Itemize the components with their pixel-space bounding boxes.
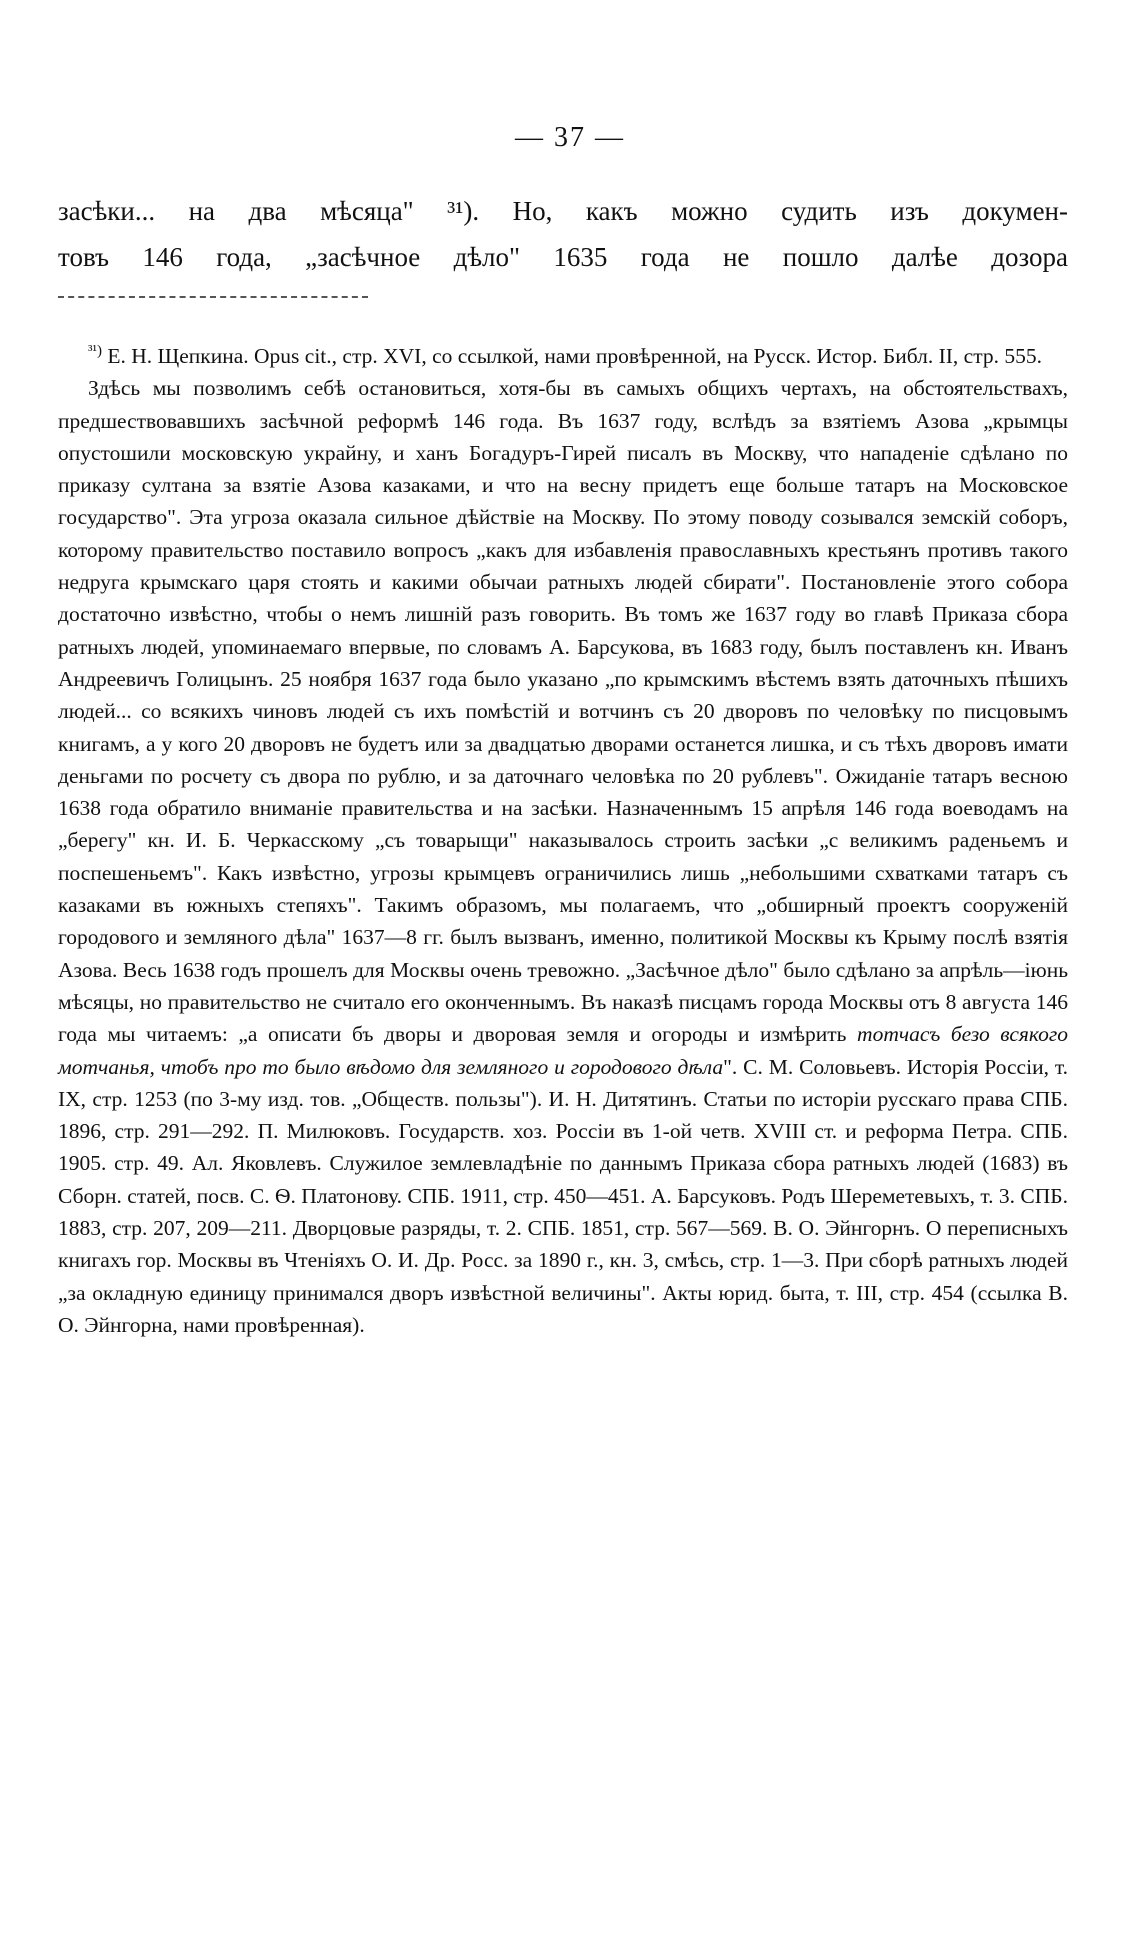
- main-text-line-2: товъ 146 года, „засѣчное дѣло" 1635 года не пошло далѣе дозора: [58, 242, 1068, 272]
- footnote-italic-quote: тотчасъ безо всякого мотчанья, чтобъ про то было вѣдомо для земляного и городового дѣла: [58, 1022, 1069, 1079]
- footnote-references: ". С. М. Соловьевъ. Исторія Россіи, т. IX, стр. 1253 (по 3-му изд. тов. „Обществ. пользы"). И. Н. Дитятинъ. Статьи по исторіи русскаго права СПБ. 1896, стр. 291—292. П. Милюковъ. Государств. хоз. Россіи въ 1-ой четв. XVIII ст. и реформа Петра. СПБ. 1905. стр. 49. Ал. Яковлевъ. Служилое землевладѣніе по даннымъ Приказа сбора ратныхъ людей (1683) въ Сборн. статей, посв. С. Ѳ. Платонову. СПБ. 1911, стр. 450—451. А. Барсуковъ. Родъ Шереметевыхъ, т. 3. СПБ. 1883, стр. 207, 209—211. Дворцовые разряды, т. 2. СПБ. 1851, стр. 567—569. В. О. Эйнгорнъ. О переписныхъ книгахъ гор. Москвы въ Чтеніяхъ О. И. Др. Росс. за 1890 г., кн. 3, смѣсь, стр. 1—3. При сборѣ ратныхъ людей „за окладную единицу принимался дворъ извѣстной величины". Акты юрид. быта, т. III, стр. 454 (ссылка В. О. Эйнгорна, нами провѣренная).: [58, 1054, 1068, 1337]
- page-number: — 37 —: [515, 122, 625, 153]
- footnote: [58, 340, 1068, 1341]
- footnote-marker: ³¹): [88, 342, 102, 359]
- main-text: [58, 188, 1068, 280]
- footnote-paragraph-2: [58, 372, 1068, 1341]
- footnote-citation: Е. Н. Щепкина. Opus cit., стр. XVI, со ссылкой, нами провѣренной, на Русск. Истор. Библ. II, стр. 555.: [107, 344, 1043, 368]
- footnote-divider: [58, 296, 368, 298]
- footnote-paragraph-1: [58, 340, 1068, 372]
- footnote-body-text: Здѣсь мы позволимъ себѣ остановиться, хотя-бы въ самыхъ общихъ чертахъ, на обстоятельствахъ, предшествовавшихъ засѣчной реформѣ 146 года. Въ 1637 году, вслѣдъ за взятіемъ Азова „крымцы опустошили московскую украйну, и ханъ Богадуръ-Гирей писалъ въ Москву, что нападеніе сдѣлано по приказу султана за взятіе Азова казаками, и что на весну придетъ еще больше татаръ на Московское государство". Эта угроза оказала сильное дѣйствіе на Москву. По этому поводу созывался земскій соборъ, которому правительство поставило вопросъ „какъ для избавленія православныхъ крестьянъ противъ такого недруга крымскаго царя стоять и какими обычаи ратныхъ людей сбирати". Постановленіе этого собора достаточно извѣстно, чтобы о немъ лишній разъ говорить. Въ томъ же 1637 году во главѣ Приказа сбора ратныхъ людей, упоминаемаго впервые, по словамъ А. Барсукова, въ 1683 году, былъ поставленъ кн. Иванъ Андреевичъ Голицынъ. 25 ноября 1637 года было указано „по крымскимъ вѣстемъ взять даточныхъ пѣшихъ людей... со всякихъ чиновъ людей съ ихъ помѣстій и вотчинъ съ 20 дворовъ по человѣку по писцовымъ книгамъ, а у кого 20 дворовъ не будетъ или за двадцатью дворами останется лишка, и съ тѣхъ дворовъ имати деньгами по росчету съ двора по рублю, и за даточнаго человѣка по 20 рублевъ". Ожиданіе татаръ весною 1638 года обратило вниманіе правительства и на засѣки. Назначеннымъ 15 апрѣля 146 года воеводамъ на „берегу" кн. И. Б. Черкасскому „съ товарыщи" наказывалось строить засѣки „с великимъ раденьемъ и поспешеньемъ". Какъ извѣстно, угрозы крымцевъ ограничились лишь „небольшими схватками татаръ съ казаками въ южныхъ степяхъ". Такимъ образомъ, мы полагаемъ, что „обширный проектъ сооруженій городового и земляного дѣла" 1637—8 гг. былъ вызванъ, именно, политикой Москвы къ Крыму послѣ взятія Азова. Весь 1638 годъ прошелъ для Москвы очень тревожно. „Засѣчное дѣло" было сдѣлано за апрѣль—іюнь мѣсяцы, но правительство не считало его оконченнымъ. Въ наказѣ писцамъ города Москвы отъ 8 августа 146 года мы читаемъ: „а описати бъ дворы и дворовая земля и огороды и измѣрить: [58, 376, 1068, 1047]
- main-text-line-1: засѣки... на два мѣсяца" ³¹). Но, какъ можно судить изъ докумен-: [58, 196, 1068, 226]
